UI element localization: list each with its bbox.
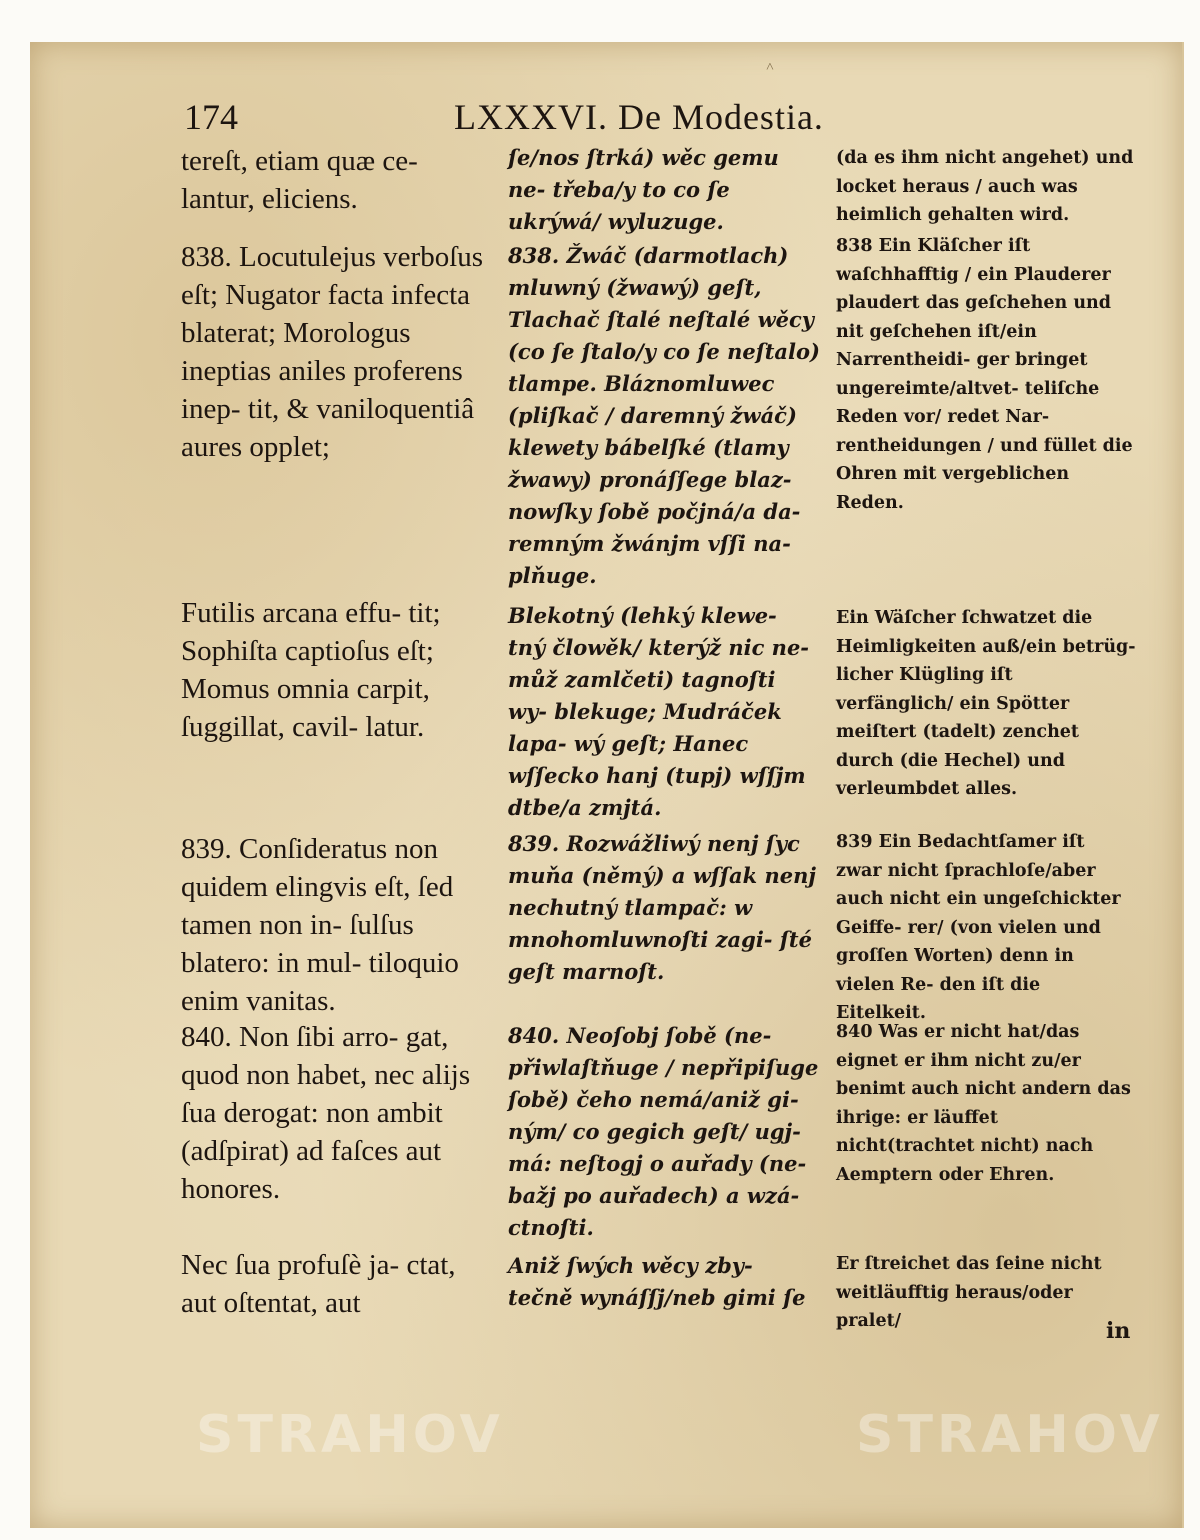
catchword: in [1106,1318,1131,1344]
latin-paragraph: tereſt, etiam quæ ce- lantur, eliciens. [181,145,418,215]
czech-paragraph: 838. Žwáč (darmotlach) mluwný (žwawý) geſt, Tlachač ſtalé neſtalé wěcy (co ſe ſtalo/y co ſe neſtalo) tlampe. Bláznomluwec (pliſkač / daremný žwáč) klewety bábelſké (tlamy žwawy) pronáſſege blaz- nowſky ſobě počjná/a da- remným žwánjm vſſi na- plňuge. [508,243,820,588]
czech-paragraph: 840. Neoſobj ſobě (ne- přiwlaſtňuge / nepřipiſuge ſobě) čeho nemá/aniž gi- ným/ co gegich geſt/ ugj- má: neſtogj o auřady (ne- bažj po auřadech) a wzá- ctnoſti. [508,1023,819,1240]
czech-paragraph: Aniž ſwých wěcy zby- tečně wynáſſj/neb gimi ſe [508,1253,806,1310]
page-number: 174 [184,97,238,137]
watermark-right: STRAHOV [856,1405,1164,1465]
latin-paragraph: Futilis arcana effu- tit; Sophiſta captioſus eſt; Momus omnia carpit, ſuggillat, cavil- latur. [181,597,441,743]
latin-paragraph: 839. Conſideratus non quidem elingvis eſt, ſed tamen non in- ſulſus blatero: in mul- tiloquio enim vanitas. [181,833,459,1017]
page-ornament: ˄ [766,60,774,75]
german-paragraph: 838 Ein Kläſcher iſt waſchhafftig / ein Plauderer plaudert das geſchehen und nit geſchehen iſt/ein Narrentheidi- ger bringet ungereimte/altvet- teliſche Reden vor/ redet Nar- rentheidungen / und füllet die Ohren mit vergeblichen Reden. [836,236,1133,513]
watermark-left: STRAHOV [196,1405,504,1465]
german-paragraph: Er ſtreichet das ſeine nicht weitläufftig heraus/oder pralet/ [836,1254,1102,1331]
latin-paragraph: Nec ſua profuſè ja- ctat, aut oſtentat, aut [181,1249,456,1319]
german-paragraph: 839 Ein Bedachtſamer iſt zwar nicht ſprachloſe/aber auch nicht ein ungeſchickter Geiffe- rer/ (von vielen und groſſen Worten) denn in vielen Re- den iſt die Eitelkeit. [836,832,1121,1023]
czech-paragraph: ſe/nos ſtrká) wěc gemu ne- třeba/y to co ſe ukrýwá/ wyluzuge. [508,145,779,234]
german-paragraph: (da es ihm nicht angehet) und locket heraus / auch was heimlich gehalten wird. [836,148,1134,225]
german-paragraph: Ein Wäſcher ſchwatzet die Heimligkeiten auß/ein betrüg- licher Klügling iſt verfänglich/ ein Spötter meiſtert (tadelt) zenchet durch (die Hechel) und verleumbdet alles. [836,608,1136,799]
german-paragraph: 840 Was er nicht hat/das eignet er ihm nicht zu/er benimt auch nicht andern das ihrige: er läuffet nicht(trachtet nicht) nach Aemptern oder Ehren. [836,1022,1131,1185]
latin-paragraph: 838. Locutulejus verboſus eſt; Nugator facta infecta blaterat; Morologus ineptias aniles proferens inep- tit, & vaniloquentiâ aures opplet; [181,241,484,463]
running-title: LXXXVI. De Modestia. [454,97,824,137]
czech-paragraph: Blekotný (lehký klewe- tný člowěk/ kterýž nic ne- můž zamlčeti) tagnoſti wy- blekuge; Mudráček lapa- wý geſt; Hanec wſſecko hanj (tupj) wſſjm dtbe/a zmjtá. [508,603,810,820]
latin-paragraph: 840. Non ſibi arro- gat, quod non habet, nec alijs ſua derogat: non ambit (adſpirat) ad faſces aut honores. [181,1021,471,1205]
czech-paragraph: 839. Rozwážliwý nenj ſyc muňa (němý) a wſſak nenj nechutný tlampač: w mnohomluwnoſti zagi- ſté geſt marnoſt. [508,831,816,984]
